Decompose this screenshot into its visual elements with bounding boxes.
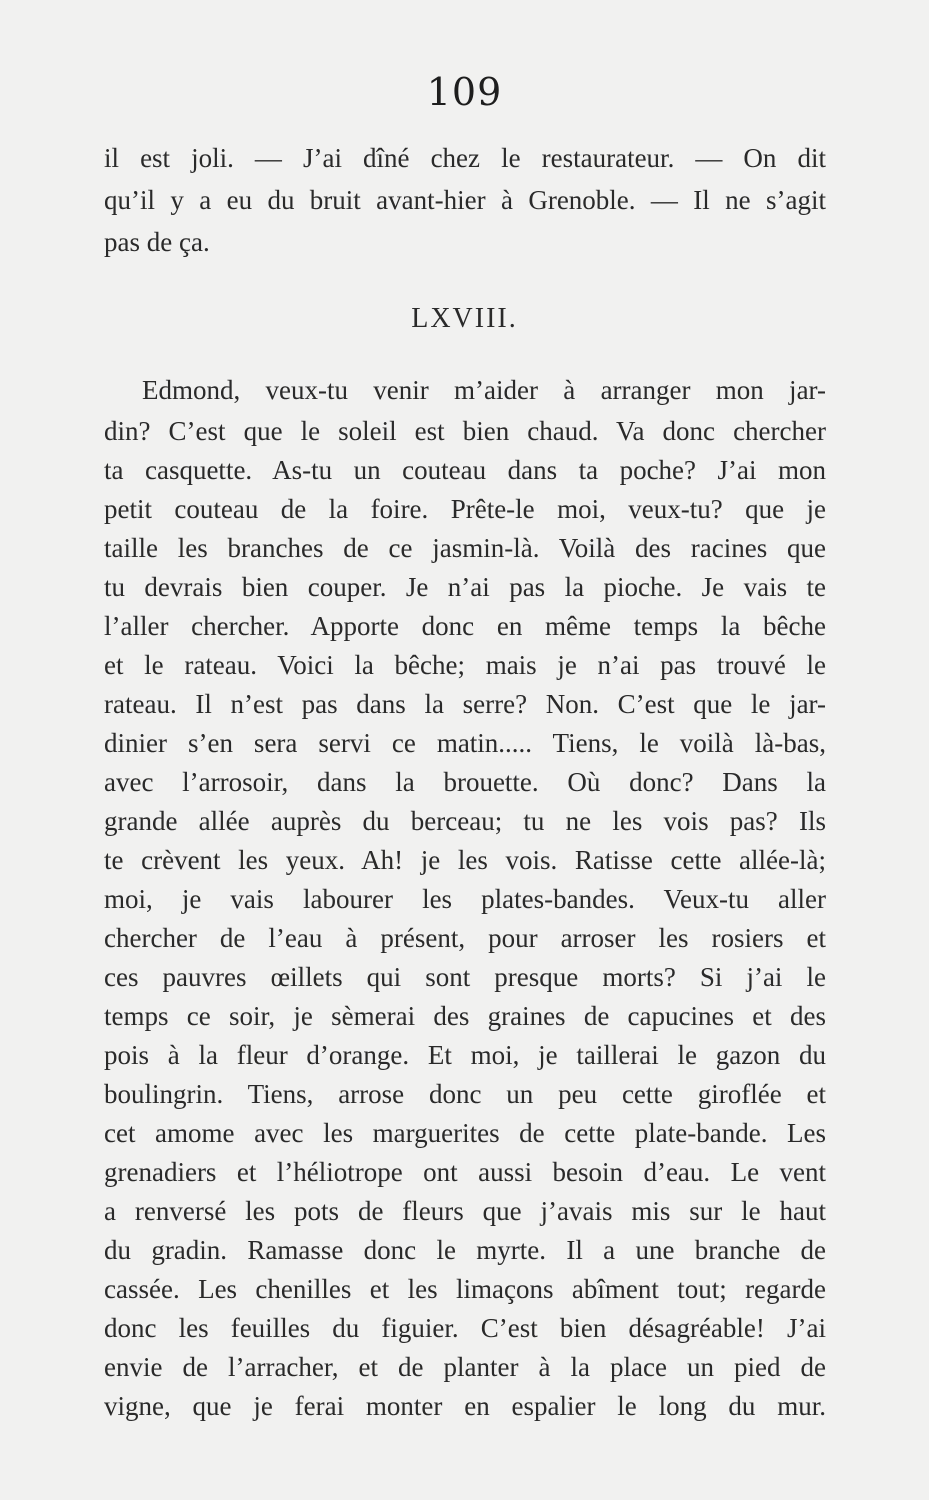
text-line: temps ce soir, je sèmerai des graines de capucines et des	[104, 1001, 826, 1031]
text-line: pas de ça.	[104, 227, 210, 257]
text-line: envie de l’arracher, et de planter à la place un pied de	[104, 1352, 826, 1382]
text-line: chercher de l’eau à présent, pour arroser les rosiers et	[104, 923, 826, 953]
text-line: ces pauvres œillets qui sont presque morts? Si j’ai le	[104, 962, 826, 992]
text-line: et le rateau. Voici la bêche; mais je n’ai pas trouvé le	[104, 650, 826, 680]
text-line: grande allée auprès du berceau; tu ne les vois pas? Ils	[104, 806, 826, 836]
text-line: dinier s’en sera servi ce matin..... Tiens, le voilà là-bas,	[104, 728, 826, 758]
text-line: cassée. Les chenilles et les limaçons abîment tout; regarde	[104, 1274, 826, 1304]
text-line: a renversé les pots de fleurs que j’avais mis sur le haut	[104, 1196, 826, 1226]
text-line: ta casquette. As-tu un couteau dans ta poche? J’ai mon	[104, 455, 826, 485]
text-line: l’aller chercher. Apporte donc en même temps la bêche	[104, 611, 826, 641]
text-line: du gradin. Ramasse donc le myrte. Il a une branche de	[104, 1235, 826, 1265]
text-line: donc les feuilles du figuier. C’est bien désagréable! J’ai	[104, 1313, 826, 1343]
text-line: petit couteau de la foire. Prête-le moi, veux-tu? que je	[104, 494, 826, 524]
text-line: din? C’est que le soleil est bien chaud. Va donc chercher	[104, 416, 826, 446]
text-line: grenadiers et l’héliotrope ont aussi besoin d’eau. Le vent	[104, 1157, 826, 1187]
page-number: 109	[426, 70, 503, 114]
chapter-heading: LXVIII.	[411, 303, 518, 334]
text-line: te crèvent les yeux. Ah! je les vois. Ratisse cette allée-là;	[104, 845, 826, 875]
text-line: il est joli. — J’ai dîné chez le restaurateur. — On dit	[104, 143, 826, 173]
text-line: Edmond, veux-tu venir m’aider à arranger mon jar-	[142, 375, 826, 405]
text-line: qu’il y a eu du bruit avant-hier à Grenoble. — Il ne s’agit	[104, 185, 826, 215]
text-line: boulingrin. Tiens, arrose donc un peu cette giroflée et	[104, 1079, 826, 1109]
text-line: moi, je vais labourer les plates-bandes. Veux-tu aller	[104, 884, 826, 914]
text-line: tu devrais bien couper. Je n’ai pas la pioche. Je vais te	[104, 572, 826, 602]
text-line: rateau. Il n’est pas dans la serre? Non. C’est que le jar-	[104, 689, 826, 719]
text-line: pois à la fleur d’orange. Et moi, je taillerai le gazon du	[104, 1040, 826, 1070]
text-line: taille les branches de ce jasmin-là. Voilà des racines que	[104, 533, 826, 563]
text-line: vigne, que je ferai monter en espalier le long du mur.	[104, 1391, 826, 1421]
text-line: avec l’arrosoir, dans la brouette. Où donc? Dans la	[104, 767, 826, 797]
text-line: cet amome avec les marguerites de cette plate-bande. Les	[104, 1118, 826, 1148]
